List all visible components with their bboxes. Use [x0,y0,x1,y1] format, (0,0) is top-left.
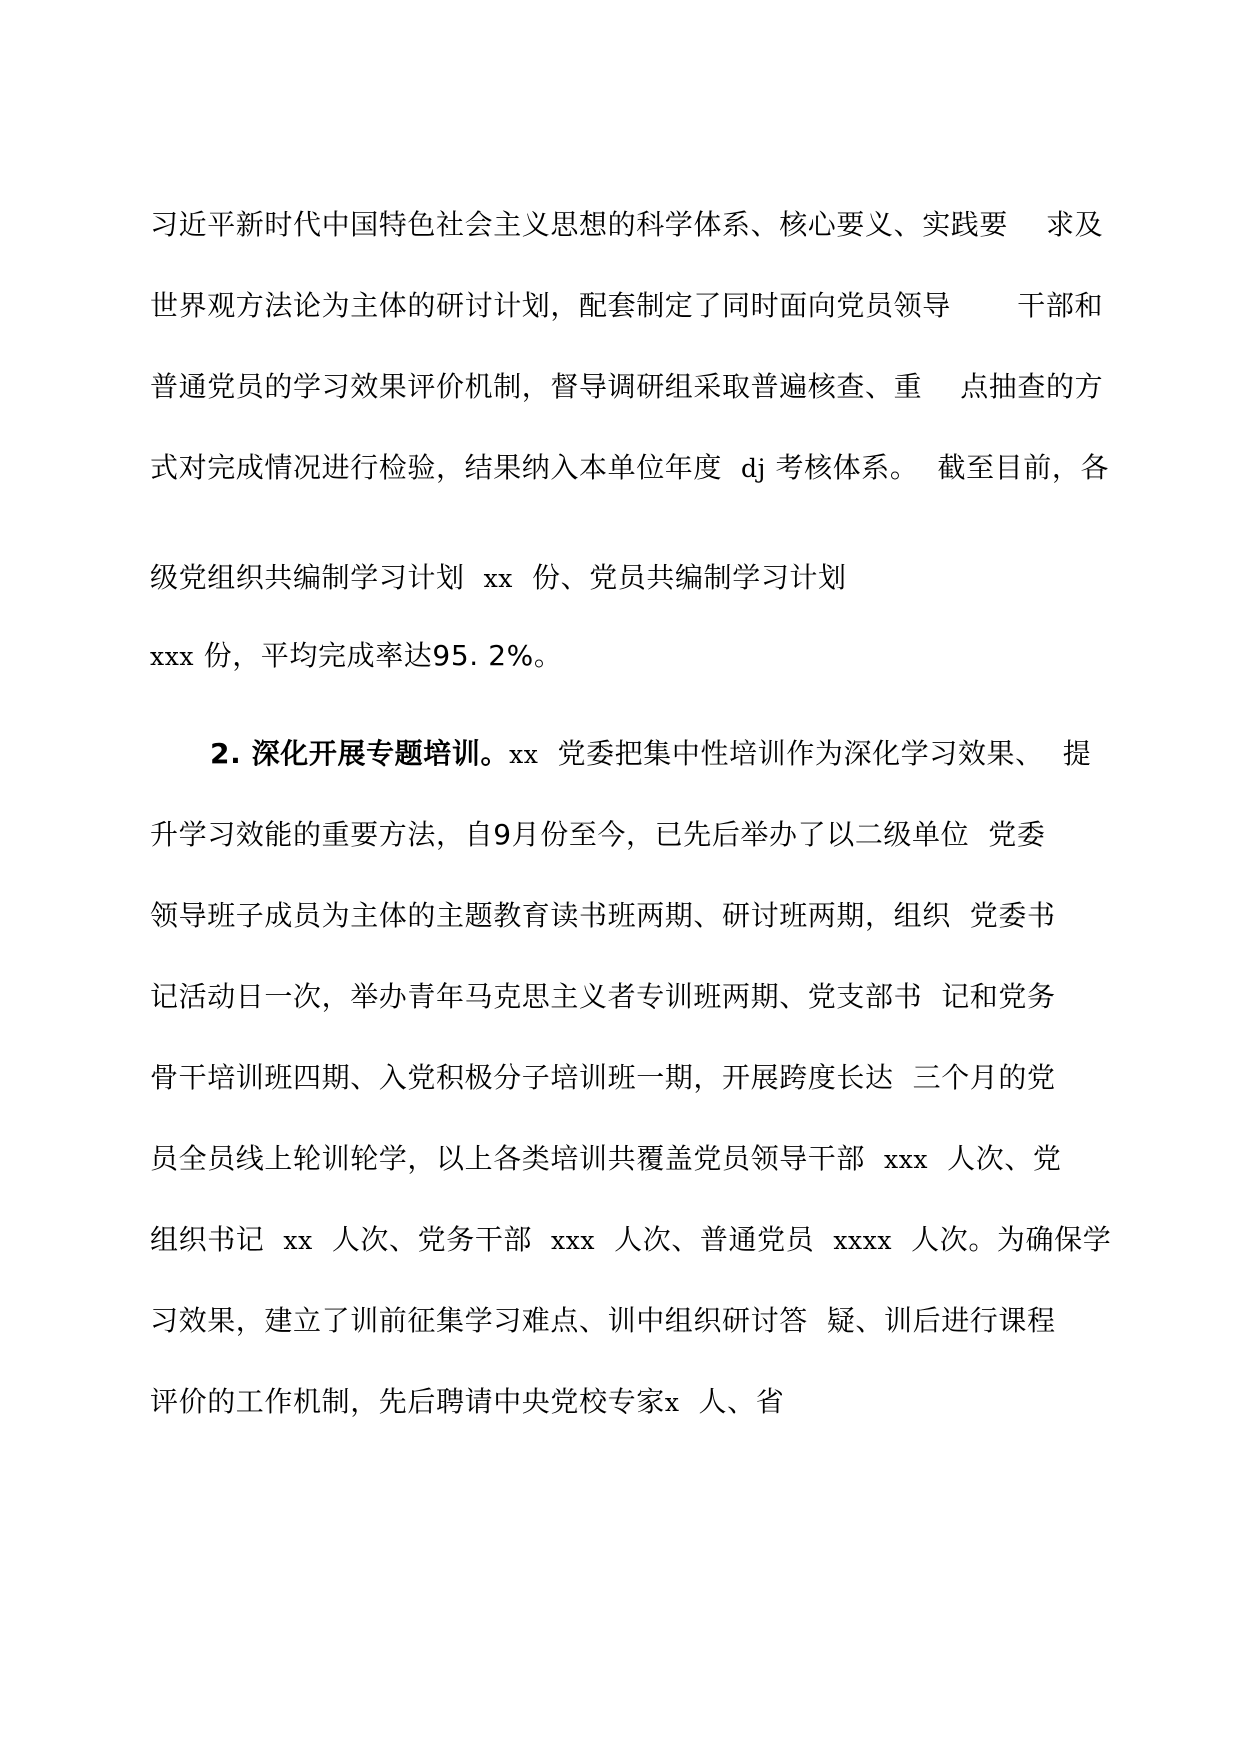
line-text: 人、省 [679,1385,785,1418]
paragraph1-line5 [150,558,847,599]
paragraph1-line2: 世界观方法论为主体的研讨计划，配套制定了同时面向党员领导 干部和 [150,289,1104,322]
line-text: 组织书记 [150,1223,284,1256]
paragraph2-line9 [150,1382,784,1423]
line-text: 党委把集中性培训作为深化学习效果、 提 [538,737,1092,770]
line-text: 员全员线上轮训轮学，以上各类培训共覆盖党员领导干部 [150,1142,885,1175]
paragraph2-line7 [150,1220,1111,1261]
paragraph1-line3: 普通党员的学习效果评价机制，督导调研组采取普遍核查、重 点抽查的方 [150,370,1104,403]
placeholder-code: xx [283,1226,313,1255]
paragraph2-line1 [210,734,1091,775]
line-text: 人次、普通党员 [595,1223,834,1256]
section-heading: 2. 深化开展专题培训。 [210,737,510,770]
paragraph2-line5: 骨干培训班四期、入党积极分子培训班一期，开展跨度长达 三个月的党 [150,1061,1056,1094]
paragraph2-line6 [150,1139,1062,1180]
paragraph2-line2: 升学习效能的重要方法，自9月份至今，已先后举办了以二级单位 党委 [150,818,1046,851]
paragraph1-line6 [150,636,562,677]
paragraph2-line3: 领导班子成员为主体的主题教育读书班两期、研讨班两期，组织 党委书 [150,899,1056,932]
line-text: 人次。为确保学 [892,1223,1112,1256]
line-text: 人次、党 [928,1142,1062,1175]
line-text: 份，平均完成率达95. 2%。 [194,639,563,672]
placeholder-code: xx [483,564,514,593]
paragraph2-line8: 习效果，建立了训前征集学习难点、训中组织研讨答 疑、训后进行课程 [150,1304,1056,1337]
placeholder-code: x [664,1388,680,1417]
placeholder-code: xxx [551,1226,596,1255]
line-text: 评价的工作机制，先后聘请中央党校专家 [150,1385,665,1418]
line-text: 份、党员共编制学习计划 [513,561,847,594]
line-text: 式对完成情况进行检验，结果纳入本单位年度 [150,451,742,484]
paragraph2-line4: 记活动日一次，举办青年马克思主义者专训班两期、党支部书 记和党务 [150,980,1056,1013]
placeholder-code: xxx [150,642,195,671]
placeholder-code: xxx [884,1145,929,1174]
line-text: 级党组织共编制学习计划 [150,561,484,594]
placeholder-code: xxxx [833,1226,893,1255]
paragraph1-line4 [150,448,1109,489]
placeholder-code: dj [741,454,766,483]
line-text: 考核体系。 截至目前，各 [765,451,1110,484]
line-text: 人次、党务干部 [312,1223,552,1256]
paragraph1-line1: 习近平新时代中国特色社会主义思想的科学体系、核心要义、实践要 求及 [150,208,1104,241]
placeholder-code: xx [509,740,539,769]
